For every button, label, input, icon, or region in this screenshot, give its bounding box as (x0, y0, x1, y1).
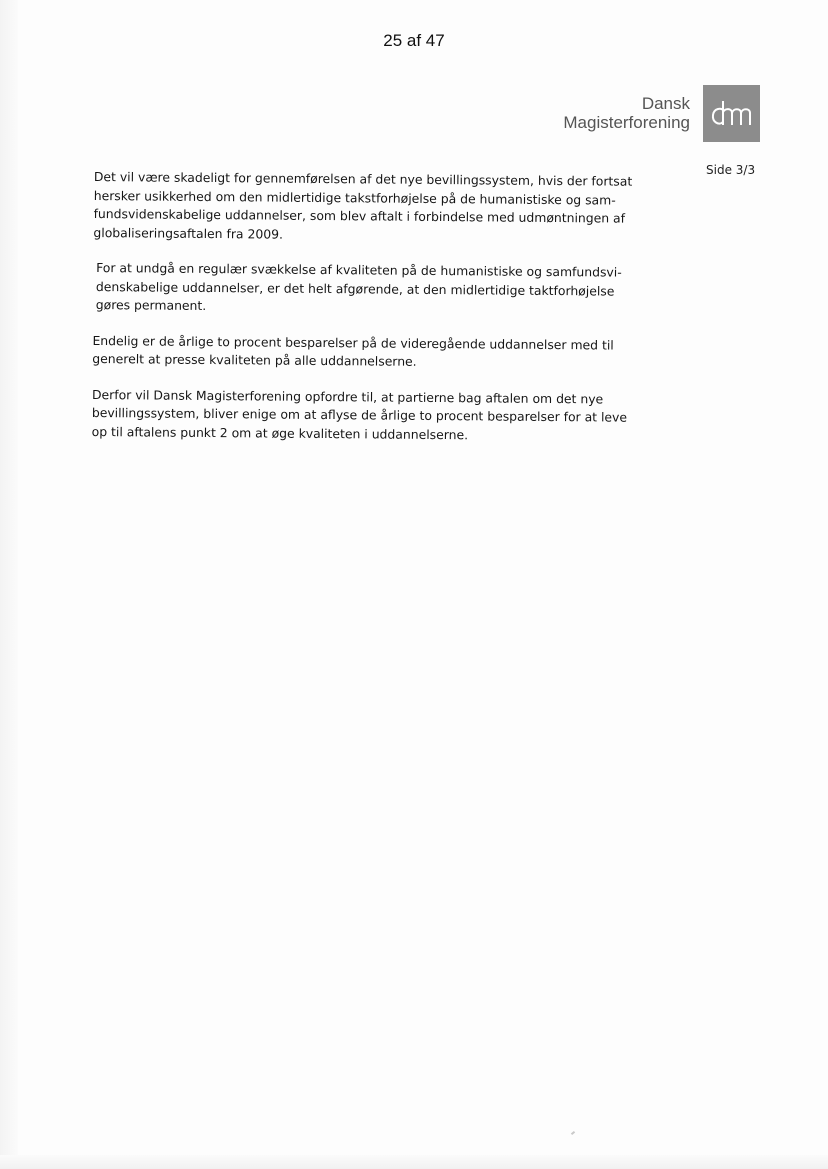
dm-logo (703, 85, 760, 142)
text-line: hersker usikkerhed om den midlertidige takstforhøjelse på de humanistiske og sam- (93, 187, 616, 208)
paragraph (93, 168, 633, 247)
paragraph (91, 385, 628, 445)
organization-name-line1: Dansk (641, 94, 690, 113)
organization-name (563, 94, 690, 132)
text-line: For at undgå en regulær svækkelse af kvaliteten på de humanistiske og samfundsvi- (96, 260, 622, 280)
scan-edge (0, 0, 18, 1169)
dm-monogram-icon (710, 99, 754, 129)
page-counter: 25 af 47 (383, 31, 445, 50)
text-line: denskabelige uddannelser, er det helt afgørende, at den midlertidige taktforhøjelse (95, 278, 615, 299)
text-line: op til aftalens punkt 2 om at øge kvaliteten i uddannelserne. (91, 423, 469, 442)
text-line: Derfor vil Dansk Magisterforening opfordre til, at partierne bag aftalen om det nye (91, 386, 604, 406)
scan-speck (571, 1131, 575, 1135)
letter-body (91, 168, 633, 463)
text-line: gøres permanent. (95, 297, 207, 313)
text-line: globaliseringsaftalen fra 2009. (93, 224, 284, 242)
text-line: generelt at presse kvaliteten på alle uddannelserne. (92, 350, 417, 369)
text-line: Det vil være skadeligt for gennemførelsen af det nye bevillingssystem, hvis der fortsat (93, 168, 633, 189)
text-line: bevillingssystem, bliver enige om at aflyse de årlige to procent besparelser for at leve (91, 404, 628, 425)
paragraph (93, 259, 622, 319)
paragraph (92, 331, 612, 373)
organization-name-line2: Magisterforening (563, 113, 690, 132)
page-side-number: Side 3/3 (706, 163, 756, 177)
scan-edge (0, 1155, 828, 1169)
text-line: fundsvidenskabelige uddannelser, som blev aftalt i forbindelse med udmøntningen af (93, 205, 626, 226)
text-line: Endelig er de årlige to procent besparelser på de videregående uddannelser med til (92, 332, 614, 353)
